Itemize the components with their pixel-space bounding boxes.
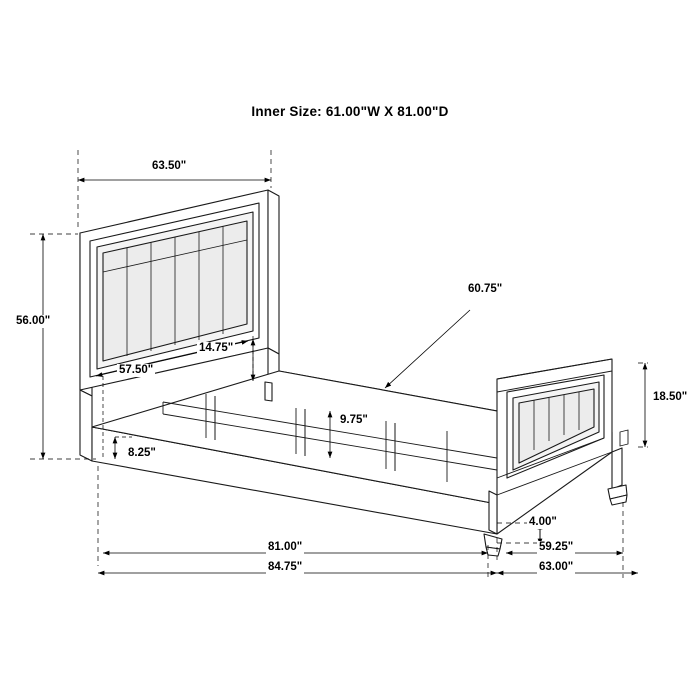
dim-footboard-inner-width: 59.25" — [539, 541, 574, 553]
dim-headboard-panel-width: 57.50" — [119, 364, 154, 376]
dim-slat-height: 9.75" — [340, 414, 368, 426]
dim-overall-length: 84.75" — [268, 561, 303, 573]
dim-headboard-panel-to-rail: 14.75" — [199, 342, 234, 354]
dim-headboard-width: 63.50" — [152, 160, 187, 172]
page-title: Inner Size: 61.00"W X 81.00"D — [251, 104, 449, 119]
bed-illustration — [80, 190, 628, 556]
dim-footboard-overall-width: 63.00" — [539, 561, 574, 573]
dim-footboard-foot-height: 4.00" — [529, 516, 557, 528]
dim-bed-length-pointer: 60.75" — [468, 283, 503, 295]
dim-inner-length: 81.00" — [268, 541, 303, 553]
dim-headboard-height: 56.00" — [16, 315, 51, 327]
dim-footboard-panel-height: 18.50" — [653, 391, 688, 403]
dim-headboard-leg-height: 8.25" — [128, 447, 156, 459]
